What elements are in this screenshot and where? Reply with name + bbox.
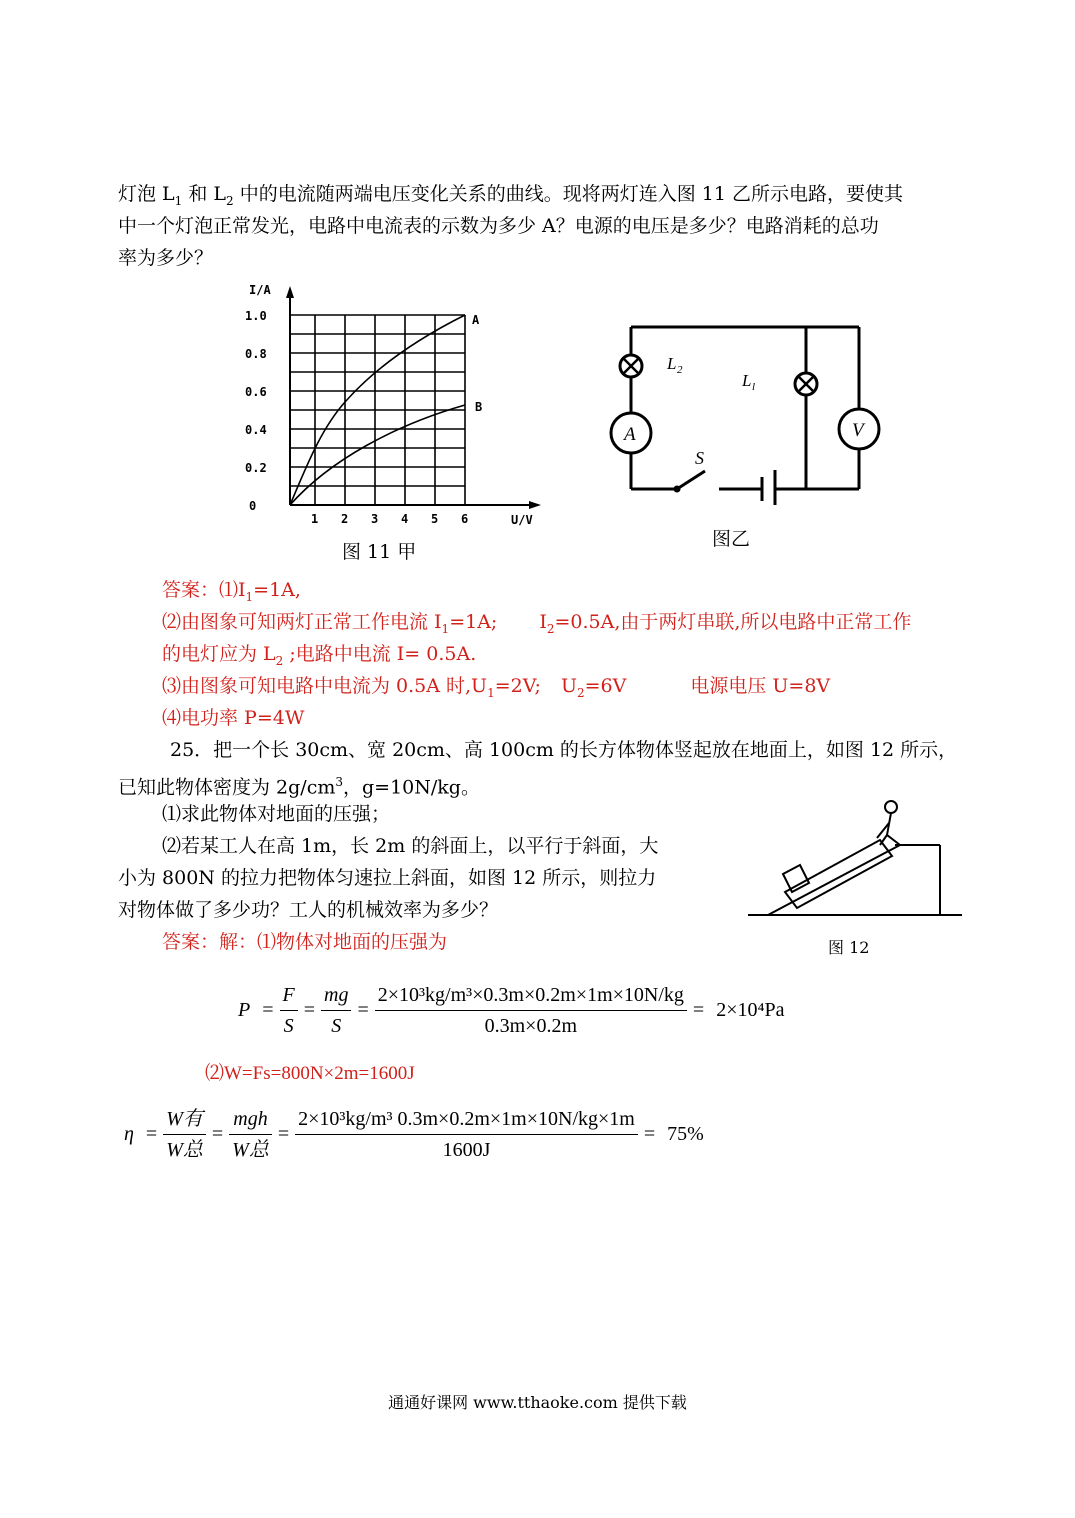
ammeter-label: A xyxy=(624,424,636,445)
q25-line-3: ⑴求此物体对地面的压强； xyxy=(162,803,391,825)
y-axis-arrow xyxy=(286,286,294,298)
y-tick: 0.2 xyxy=(245,461,267,475)
q25-line-5: 小为 800N 的拉力把物体匀速拉上斜面，如图 12 所示，则拉力 xyxy=(118,867,657,889)
x-tick: 3 xyxy=(371,512,379,526)
answer1-line-3: 的电灯应为 $L_2$ ;电路中电流 I= 0.5A. xyxy=(162,643,477,668)
curve-b-label: B xyxy=(475,400,483,414)
y-tick: 0.6 xyxy=(245,385,267,399)
voltmeter-label: V xyxy=(852,420,864,441)
x-axis-label: U/V xyxy=(511,513,533,527)
lamp2-label: L xyxy=(667,354,677,373)
fig11b-circuit xyxy=(595,315,885,505)
curve-a-label: A xyxy=(472,313,480,327)
y-tick: 1.0 xyxy=(245,309,267,323)
graph-grid xyxy=(290,315,465,505)
answer1-line-1: 答案：$⑴I_1=1A$, xyxy=(162,579,301,604)
x-tick: 4 xyxy=(401,512,409,526)
answer1-line-2: ⑵由图象可知两灯正常工作电流 $I_1=1A$; $I_2=0.5A$,由于两灯串联,所以电路中正常工作 xyxy=(162,611,912,636)
intro-line-2: 中一个灯泡正常发光，电路中电流表的示数为多少 A？电源的电压是多少？电路消耗的总功 xyxy=(118,215,879,237)
x-axis-arrow xyxy=(529,501,541,509)
fig11b-caption: 图乙 xyxy=(712,528,751,550)
intro-line-1: 灯泡 $L_1$ 和 $L_2$ 中的电流随两端电压变化关系的曲线。现将两灯连入图 11 乙所示电路，要使其 xyxy=(118,183,903,208)
lamp1-sub: l xyxy=(752,381,756,393)
x-tick: 5 xyxy=(431,512,439,526)
page-footer: 通通好课网 www.tthaoke.com 提供下载 xyxy=(388,1393,687,1412)
q25-line-6: 对物体做了多少功？工人的机械效率为多少？ xyxy=(118,899,499,921)
fig11a-caption: 图 11 甲 xyxy=(342,541,417,563)
fig11-graph xyxy=(235,280,555,530)
y-tick: 0 xyxy=(249,499,257,513)
fig12-caption: 图 12 xyxy=(828,938,870,957)
y-tick: 0.8 xyxy=(245,347,267,361)
equation-pressure: P = $\frac{F}{S}$ = $\frac{mg}{S}$ = $\frac{\text{2×10³kg/m³×0.3m×0.2m×1m×10N/kg}}{0.3m\times 0.2m}$ = 2×10⁴Pa xyxy=(232,980,790,1041)
q25-line-1: 25．把一个长 30cm、宽 20cm、高 100cm 的长方体物体竖起放在地面上，如图 12 所示， xyxy=(170,739,958,761)
q25-line-4: ⑵若某工人在高 1m，长 2m 的斜面上，以平行于斜面，大 xyxy=(162,835,659,857)
lamp1-label: L xyxy=(742,371,752,390)
lamp-l1 xyxy=(795,373,817,395)
answer2-label: 答案：解：⑴物体对地面的压强为 xyxy=(162,931,448,953)
y-tick: 0.4 xyxy=(245,423,267,437)
answer1-line-4: ⑶由图象可知电路中电流为 0.5A 时$,U_1=2V$; $U_2=6V$ 电源电压 U=8V xyxy=(162,675,831,700)
intro-line-3: 率为多少？ xyxy=(118,247,214,269)
switch-pivot xyxy=(674,486,681,493)
equation-efficiency: η = $\frac{\text{W有}}{\text{W总}}$ = $\frac{\text{mgh}}{\text{W总}}$ = $\frac{\text{2×10³kg/m³ 0.3m×0.2m×1m×10N/kg×1m}}{1600J}$ = 75% xyxy=(118,1104,710,1165)
switch-label: S xyxy=(695,448,704,468)
lamp2-sub: 2 xyxy=(677,364,683,376)
x-tick: 1 xyxy=(311,512,319,526)
q25-line-2: 已知此物体密度为 $2g/cm^3$，g=10N/kg。 xyxy=(118,775,480,799)
answer2-work: ⑵W=Fs=800N×2m=1600J xyxy=(205,1063,415,1084)
answer1-line-5: ⑷电功率 P=4W xyxy=(162,707,305,729)
y-axis-label: I/A xyxy=(249,283,271,297)
curve-b xyxy=(290,405,465,505)
lamp-l2 xyxy=(620,355,642,377)
x-tick: 2 xyxy=(341,512,349,526)
fig12-incline xyxy=(740,790,970,925)
x-tick: 6 xyxy=(461,512,469,526)
